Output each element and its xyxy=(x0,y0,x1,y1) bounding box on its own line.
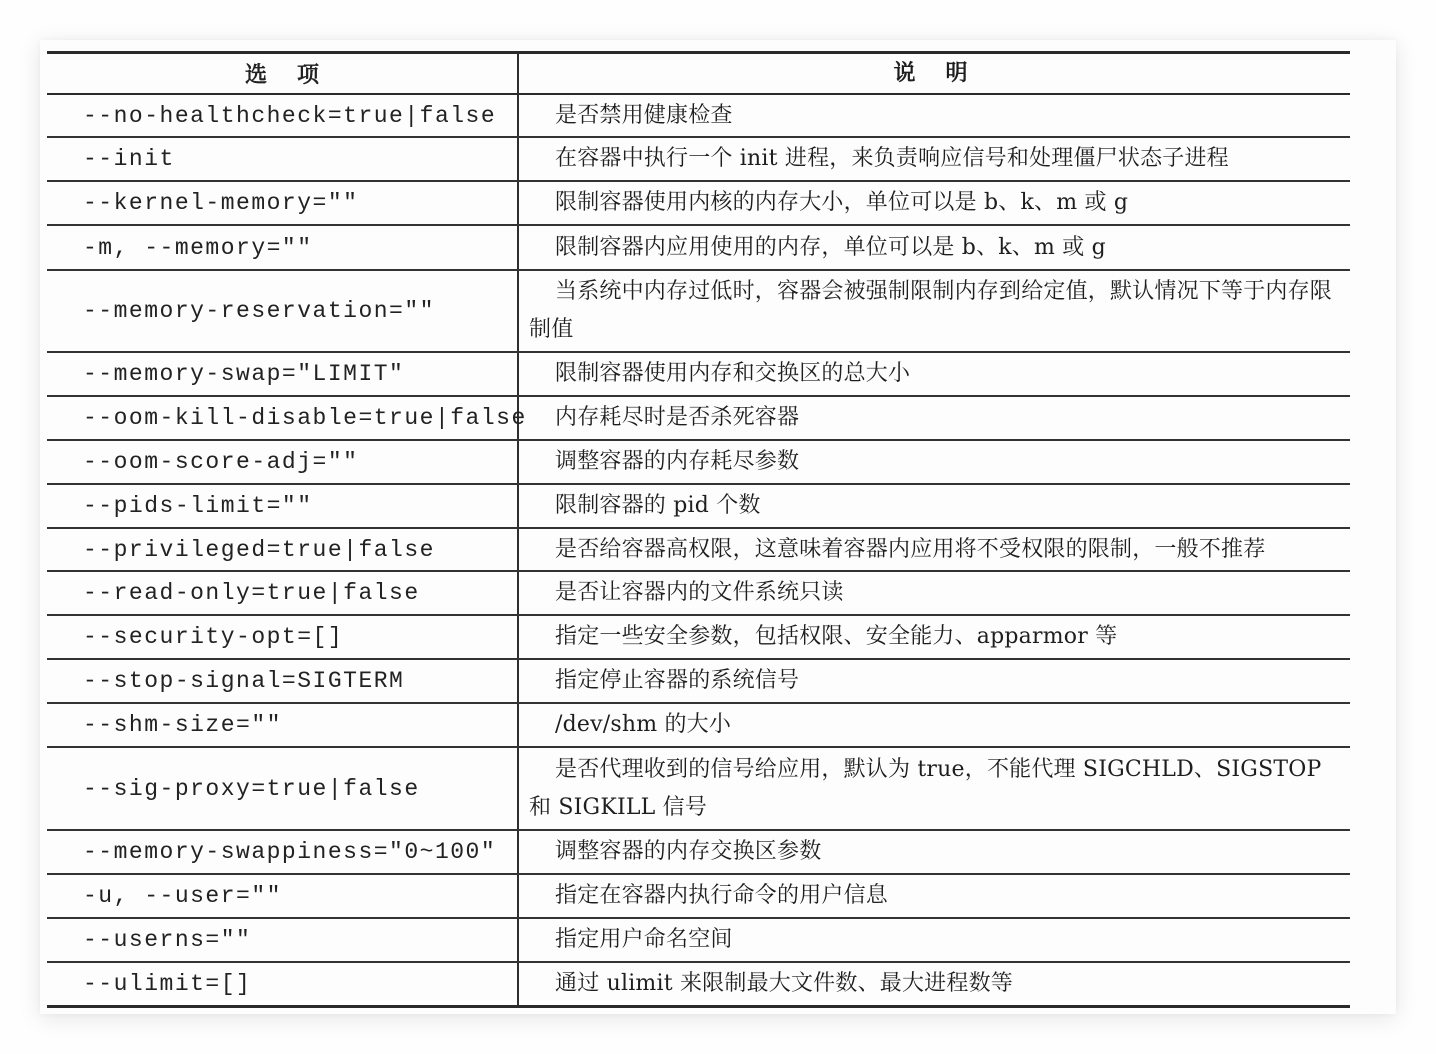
table-row xyxy=(47,529,1350,572)
option-cell: --kernel-memory="" xyxy=(47,182,519,224)
table-row xyxy=(47,572,1350,616)
description-cell xyxy=(519,226,1350,269)
table-row xyxy=(47,963,1350,1005)
option-cell: --memory-swappiness="0~100" xyxy=(47,831,519,873)
header-description: 说明 xyxy=(893,60,998,86)
header-option: 选项 xyxy=(47,54,519,93)
table-row xyxy=(47,616,1350,660)
description-cell xyxy=(519,95,1350,136)
table-row xyxy=(47,660,1350,704)
description-text: 是否给容器高权限，这意味着容器内应用将不受权限的限制，一般不推荐 xyxy=(555,536,1266,562)
table-row xyxy=(47,485,1350,529)
option-cell: --memory-reservation="" xyxy=(47,271,519,351)
description-cell xyxy=(519,182,1350,224)
description-text: 通过 ulimit 来限制最大文件数、最大进程数等 xyxy=(555,971,1013,996)
option-cell: --security-opt=[] xyxy=(47,616,519,658)
description-cell xyxy=(519,529,1350,570)
description-cell xyxy=(519,572,1350,614)
option-cell: --oom-score-adj="" xyxy=(47,441,519,483)
option-cell: -u, --user="" xyxy=(47,875,519,917)
description-text: 调整容器的内存交换区参数 xyxy=(555,839,822,864)
table-row xyxy=(47,441,1350,485)
description-cell xyxy=(519,875,1350,917)
table-header-row xyxy=(47,54,1350,95)
option-cell: -m, --memory="" xyxy=(47,226,519,269)
description-text: 在容器中执行一个 init 进程，来负责响应信号和处理僵尸状态子进程 xyxy=(555,146,1229,171)
table-row xyxy=(47,748,1350,831)
option-cell: --stop-signal=SIGTERM xyxy=(47,660,519,702)
description-cell xyxy=(519,271,1350,351)
description-text: 指定一些安全参数，包括权限、安全能力、apparmor 等 xyxy=(555,624,1118,649)
description-text: 调整容器的内存耗尽参数 xyxy=(555,449,800,474)
table-row xyxy=(47,226,1350,271)
description-text: 内存耗尽时是否杀死容器 xyxy=(555,405,800,430)
table-row xyxy=(47,271,1350,353)
description-cell xyxy=(519,660,1350,702)
option-cell: --shm-size="" xyxy=(47,704,519,746)
option-cell: --pids-limit="" xyxy=(47,485,519,527)
description-text: 限制容器的 pid 个数 xyxy=(555,493,761,518)
description-cell xyxy=(519,704,1350,746)
table-row xyxy=(47,875,1350,919)
description-text: 当系统中内存过低时，容器会被强制限制内存到给定值，默认情况下等于内存限制值 xyxy=(529,279,1333,342)
description-text: 限制容器内应用使用的内存，单位可以是 b、k、m 或 g xyxy=(555,234,1106,260)
description-text: 指定用户命名空间 xyxy=(555,927,733,952)
description-cell xyxy=(519,138,1350,180)
table-row xyxy=(47,831,1350,875)
option-cell: --init xyxy=(47,138,519,180)
docker-options-table xyxy=(47,51,1350,1008)
description-text: 限制容器使用内存和交换区的总大小 xyxy=(555,361,911,386)
option-cell: --privileged=true|false xyxy=(47,529,519,570)
description-cell xyxy=(519,616,1350,658)
description-text: 指定停止容器的系统信号 xyxy=(555,668,800,693)
description-cell xyxy=(519,353,1350,395)
table-row xyxy=(47,95,1350,138)
option-cell: --ulimit=[] xyxy=(47,963,519,1005)
table-row xyxy=(47,182,1350,226)
description-cell xyxy=(519,919,1350,961)
option-cell: --userns="" xyxy=(47,919,519,961)
option-cell: --oom-kill-disable=true|false xyxy=(47,397,519,439)
table-body xyxy=(47,95,1350,1005)
description-text: 限制容器使用内核的内存大小，单位可以是 b、k、m 或 g xyxy=(555,190,1129,215)
option-cell: --memory-swap="LIMIT" xyxy=(47,353,519,395)
description-text: /dev/shm 的大小 xyxy=(555,712,732,737)
description-cell xyxy=(519,485,1350,527)
description-text: 是否代理收到的信号给应用，默认为 true，不能代理 SIGCHLD、SIGSTOP 和 SIGKILL 信号 xyxy=(529,756,1322,820)
option-cell: --sig-proxy=true|false xyxy=(47,748,519,829)
description-text: 是否让容器内的文件系统只读 xyxy=(555,580,844,605)
description-cell xyxy=(519,397,1350,439)
description-cell xyxy=(519,831,1350,873)
table-row xyxy=(47,919,1350,963)
description-cell xyxy=(519,441,1350,483)
description-text: 指定在容器内执行命令的用户信息 xyxy=(555,883,889,908)
table-row xyxy=(47,397,1350,441)
table-row xyxy=(47,138,1350,182)
table-row xyxy=(47,353,1350,397)
option-cell: --read-only=true|false xyxy=(47,572,519,614)
description-text: 是否禁用健康检查 xyxy=(555,102,733,128)
option-cell: --no-healthcheck=true|false xyxy=(47,95,519,136)
description-cell xyxy=(519,748,1350,829)
description-cell xyxy=(519,963,1350,1005)
table-row xyxy=(47,704,1350,748)
